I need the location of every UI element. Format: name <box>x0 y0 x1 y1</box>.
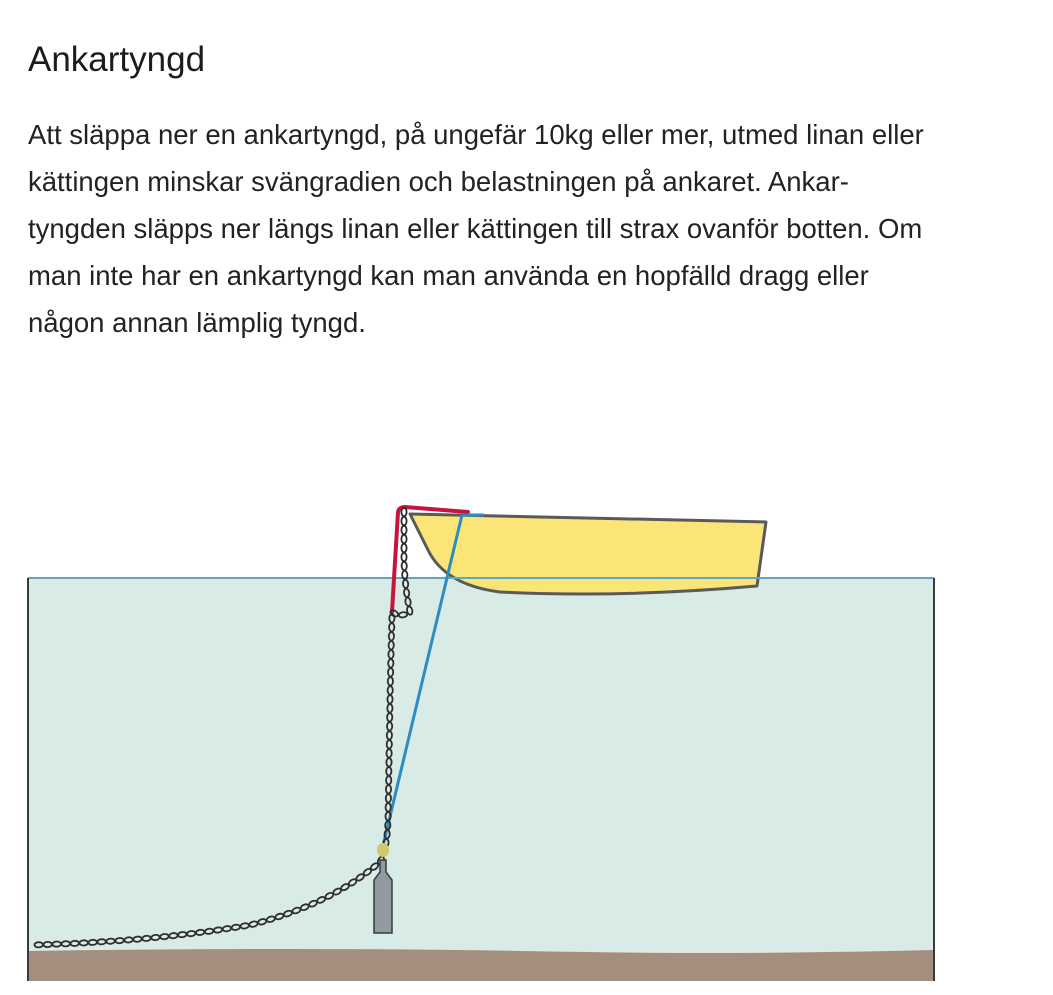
chain-link <box>401 562 407 571</box>
page-title: Ankartyngd <box>28 40 206 79</box>
body-line-4: man inte har en ankartyngd kan man använda en hopfälld dragg eller <box>28 260 869 291</box>
seabed <box>28 949 934 981</box>
body-line-5: någon annan lämplig tyngd. <box>28 307 366 338</box>
chain-link <box>401 544 406 552</box>
chain-link <box>401 517 406 525</box>
water-area <box>28 578 934 952</box>
chain-link <box>401 535 406 543</box>
chain-link <box>401 553 406 561</box>
weight-shackle <box>377 843 389 857</box>
body-line-3: tyngden släpps ner längs linan eller kättingen till strax ovanför botten. Om <box>28 213 923 244</box>
body-line-1: Att släppa ner en ankartyngd, på ungefär 10kg eller mer, utmed linan eller <box>28 119 924 150</box>
chain-link <box>401 526 406 534</box>
boat-hull <box>410 514 766 594</box>
chain-link <box>401 508 406 516</box>
body-line-2: kättingen minskar svängradien och belastningen på ankaret. Ankar- <box>28 166 849 197</box>
